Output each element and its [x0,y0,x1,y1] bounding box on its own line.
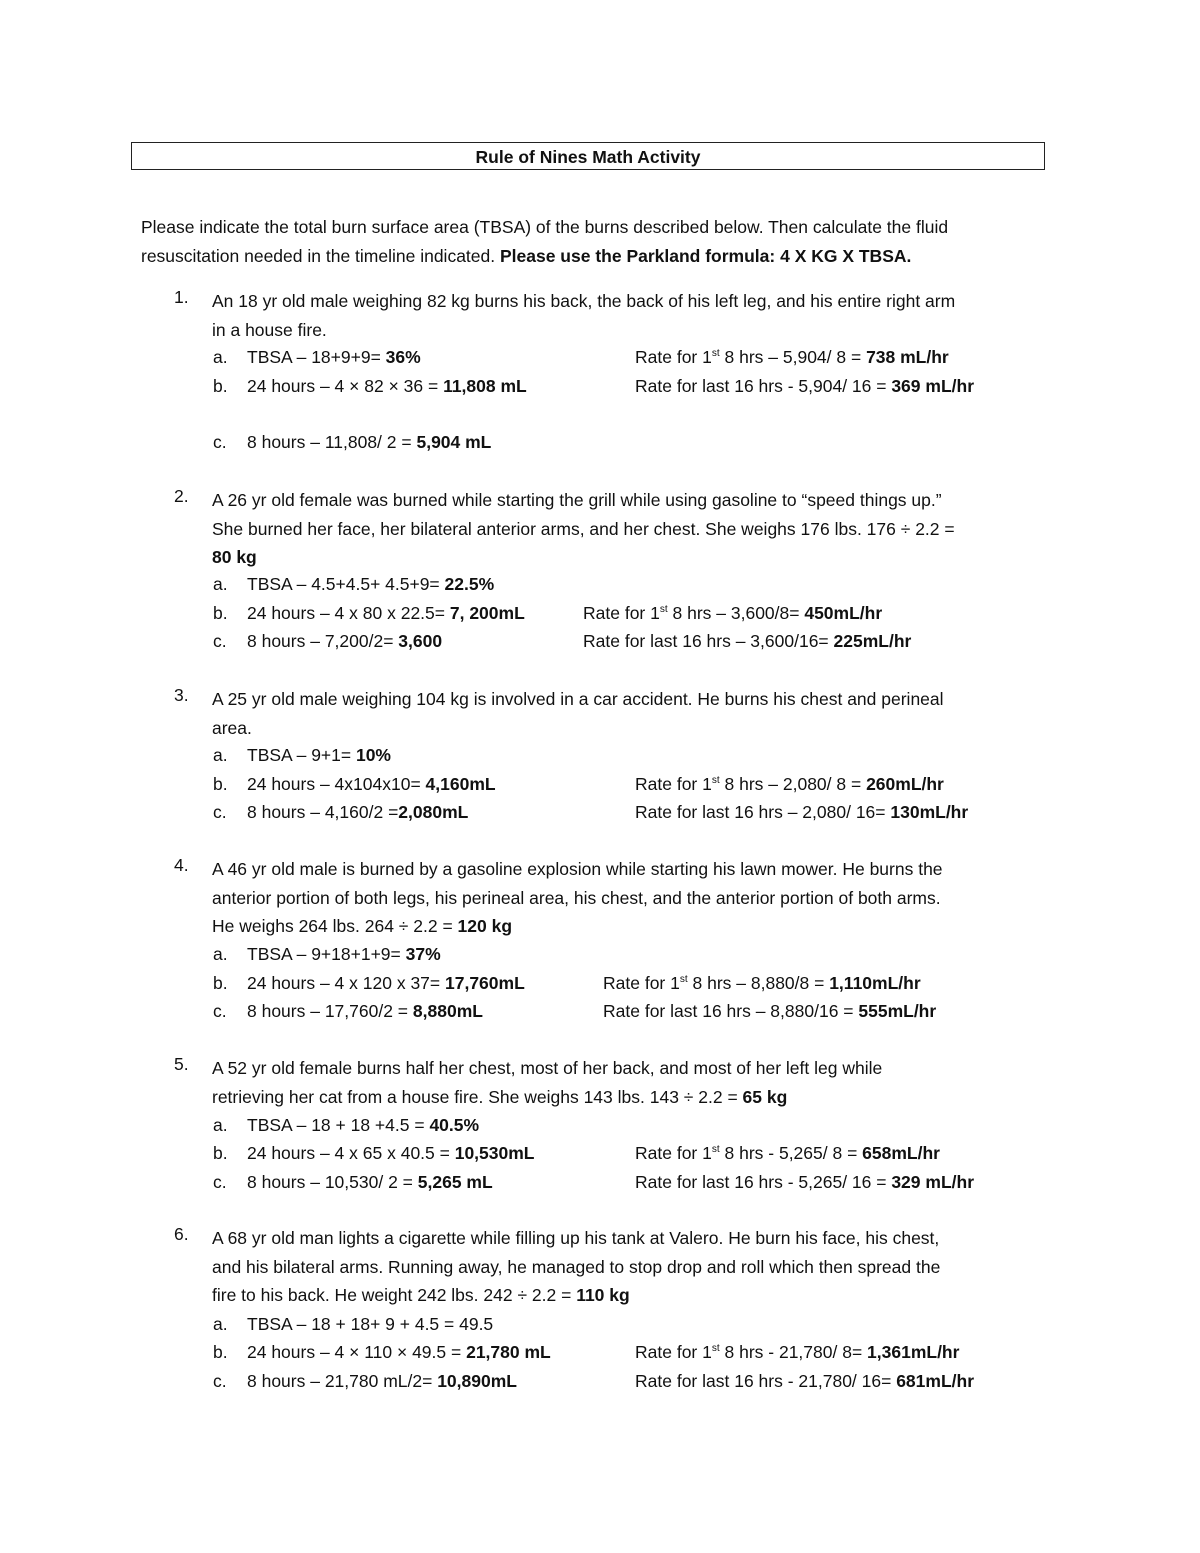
question-text [212,685,1062,742]
item-text: 24 hours – 4 × 82 × 36 = 11,808 mL [247,376,527,396]
rate-first-8: Rate for 1st 8 hrs – 2,080/ 8 = 260mL/hr [635,774,944,794]
item-text: 24 hours – 4 x 120 x 37= 17,760mL [247,973,525,993]
item-text: 8 hours – 10,530/ 2 = 5,265 mL [247,1172,493,1192]
rate-last-16: Rate for last 16 hrs - 5,904/ 16 = 369 mL/hr [635,376,975,396]
rate-last-16: Rate for last 16 hrs - 21,780/ 16= 681mL/hr [635,1371,975,1391]
item-label: b. [213,973,228,993]
item-label: b. [213,1143,228,1163]
page-title: Rule of Nines Math Activity [131,142,1045,170]
question-text [212,287,1062,344]
item-label: b. [213,376,228,396]
parkland-formula: 4 X KG X TBSA. [775,245,912,266]
q3-item-c [0,798,1200,827]
q5-item-b [0,1139,1200,1168]
q4-item-a [0,940,1200,969]
question-line: anterior portion of both legs, his perineal area, his chest, and the anterior portion of both arms. [212,887,941,908]
question-text [212,855,1062,941]
rate-first-8: Rate for 1st 8 hrs - 5,265/ 8 = 658mL/hr [635,1143,940,1163]
question-number: 1. [174,287,189,307]
item-label: a. [213,1314,228,1334]
question-number: 6. [174,1224,189,1244]
question-line: in a house fire. [212,319,327,340]
q1-item-c [0,428,1200,457]
item-label: b. [213,1342,228,1362]
q3-item-b [0,770,1200,799]
question-text [212,1054,1062,1111]
q1-item-a [0,343,1200,372]
item-label: c. [213,802,227,822]
question-number: 2. [174,486,189,506]
item-label: c. [213,432,227,452]
question-number: 4. [174,855,189,875]
item-label: a. [213,944,228,964]
rate-last-16: Rate for last 16 hrs – 8,880/16 = 555mL/hr [603,1001,937,1021]
item-label: a. [213,347,228,367]
question-line: retrieving her cat from a house fire. She weighs 143 lbs. 143 ÷ 2.2 = 65 kg [212,1086,788,1107]
q6-item-c [0,1367,1200,1396]
q4-item-b [0,969,1200,998]
question-line: He weighs 264 lbs. 264 ÷ 2.2 = 120 kg [212,916,513,936]
item-text: TBSA – 18+9+9= 36% [247,347,421,367]
intro-line-1: Please indicate the total burn surface area (TBSA) of the burns described below. Then calculate the fluid [141,217,949,237]
q6-item-b [0,1338,1200,1367]
question-line: She burned her face, her bilateral anterior arms, and her chest. She weighs 176 lbs. 176 ÷ 2.2 = [212,518,955,539]
intro-line-2 [141,242,1081,271]
item-text: 8 hours – 7,200/2= 3,600 [247,631,443,651]
q2-item-c [0,627,1200,656]
item-text: 8 hours – 4,160/2 =2,080mL [247,802,469,822]
question-line: A 46 yr old male is burned by a gasoline explosion while starting his lawn mower. He burns the [212,859,943,879]
question-text [212,486,1062,572]
q3-item-a [0,741,1200,770]
q5-item-a [0,1111,1200,1140]
question-line: A 68 yr old man lights a cigarette while filling up his tank at Valero. He burn his face, his chest, [212,1228,940,1248]
item-label: b. [213,774,228,794]
question-line: 80 kg [212,547,257,567]
item-text: 24 hours – 4x104x10= 4,160mL [247,774,496,794]
intro-line-2-text: resuscitation needed in the timeline indicated. [141,245,500,266]
rate-last-16: Rate for last 16 hrs – 2,080/ 16= 130mL/hr [635,802,969,822]
item-label: a. [213,745,228,765]
rate-first-8: Rate for 1st 8 hrs – 3,600/8= 450mL/hr [583,603,883,623]
question-number: 3. [174,685,189,705]
q5-item-c [0,1168,1200,1197]
question-line: and his bilateral arms. Running away, he managed to stop drop and roll which then spread the [212,1256,941,1277]
intro-paragraph [141,213,1081,270]
rate-first-8: Rate for 1st 8 hrs - 21,780/ 8= 1,361mL/hr [635,1342,960,1362]
item-text: TBSA – 9+1= 10% [247,745,391,765]
item-text: 8 hours – 17,760/2 = 8,880mL [247,1001,483,1021]
item-text: 8 hours – 11,808/ 2 = 5,904 mL [247,432,492,452]
item-label: c. [213,631,227,651]
q2-item-b [0,599,1200,628]
item-label: a. [213,574,228,594]
item-label: c. [213,1371,227,1391]
question-line: A 52 yr old female burns half her chest, most of her back, and most of her left leg while [212,1058,883,1078]
item-text: 24 hours – 4 x 65 x 40.5 = 10,530mL [247,1143,535,1163]
item-label: c. [213,1172,227,1192]
question-line: An 18 yr old male weighing 82 kg burns his back, the back of his left leg, and his entire right arm [212,291,956,311]
rate-first-8: Rate for 1st 8 hrs – 8,880/8 = 1,110mL/hr [603,973,921,993]
question-line: area. [212,717,252,738]
q6-item-a [0,1310,1200,1339]
question-line: fire to his back. He weight 242 lbs. 242 ÷ 2.2 = 110 kg [212,1285,630,1305]
item-label: b. [213,603,228,623]
item-text: 8 hours – 21,780 mL/2= 10,890mL [247,1371,517,1391]
item-text: TBSA – 4.5+4.5+ 4.5+9= 22.5% [247,574,495,594]
rate-first-8: Rate for 1st 8 hrs – 5,904/ 8 = 738 mL/hr [635,347,949,367]
question-number: 5. [174,1054,189,1074]
rate-last-16: Rate for last 16 hrs - 5,265/ 16 = 329 mL/hr [635,1172,975,1192]
item-text: TBSA – 9+18+1+9= 37% [247,944,441,964]
item-text: TBSA – 18 + 18 +4.5 = 40.5% [247,1115,480,1135]
item-text: 24 hours – 4 x 80 x 22.5= 7, 200mL [247,603,525,623]
item-text: 24 hours – 4 × 110 × 49.5 = 21,780 mL [247,1342,551,1362]
question-text [212,1224,1062,1310]
rate-last-16: Rate for last 16 hrs – 3,600/16= 225mL/hr [583,631,912,651]
item-text: TBSA – 18 + 18+ 9 + 4.5 = 49.5 [247,1314,494,1334]
parkland-label: Please use the Parkland formula: [499,245,776,266]
question-line: A 25 yr old male weighing 104 kg is involved in a car accident. He burns his chest and perineal [212,689,944,709]
item-label: c. [213,1001,227,1021]
q4-item-c [0,997,1200,1026]
question-line: A 26 yr old female was burned while starting the grill while using gasoline to “speed things up.” [212,490,942,510]
q2-item-a [0,570,1200,599]
item-label: a. [213,1115,228,1135]
q1-item-b [0,372,1200,401]
